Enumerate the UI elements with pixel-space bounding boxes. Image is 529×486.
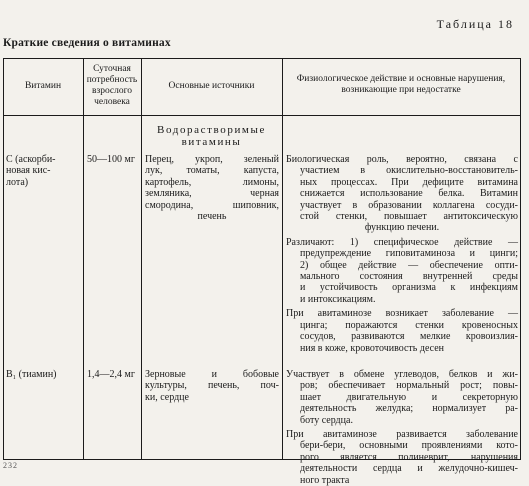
row-c-effect-paragraph-3: При авитаминозе возникает заболевание — цинга; поражаются стенки кровеносных сосудов, развиваются мелкие кровоизлия- ния в коже, кровоточивость десен xyxy=(286,308,518,354)
row-b1-sources: Зерновые и бобовые культуры, печень, поч- ки, сердце xyxy=(145,369,279,403)
row-c-sources: Перец, укроп, зеленый лук, томаты, капуста, картофель, лимоны, земляника, черная смородина, шиповник, печень xyxy=(145,154,279,223)
row-c-effects xyxy=(286,154,518,354)
table-top-rule xyxy=(3,58,521,59)
header-vitamin: Витамин xyxy=(24,81,62,91)
row-c-vitamin-name: С (аскорби- новая кис- лота) xyxy=(6,154,56,188)
page-number: 232 xyxy=(3,461,18,470)
section-heading-water-soluble: Водорастворимые витамины xyxy=(157,124,266,148)
header-daily-need: Суточная потребность взрослого человека xyxy=(86,64,138,107)
table-title: Краткие сведения о витаминах xyxy=(3,37,171,49)
table-right-rule xyxy=(520,58,521,460)
row-c-effect-paragraph-1: Биологическая роль, вероятно, связана с участием в окислительно-восстановитель- ных процессах. При дефиците витамина снижается использование белка. Витамин участвует в образовании коллагена сосуди- стой стенки, повышает антитоксическую функцию печени. xyxy=(286,154,518,234)
col-rule-1 xyxy=(83,58,84,460)
row-c-effect-paragraph-2: Различают: 1) специфическое действие — предупреждение гиповитаминоза и цинги; 2) общее действие — обеспечение опти- мального состояния внутренней среды и устойчивость организма к инфекциям и интоксикациям. xyxy=(286,236,518,305)
header-sources: Основные источники xyxy=(168,81,255,91)
header-effect: Физиологическое действие и основные нарушения, возникающие при недостатке xyxy=(296,74,506,95)
row-b1-effect-paragraph-2: При авитаминозе развивается заболевание бери-бери, основными проявлениями кото- рого является полиневрит, нарушения деятельности сердца и желудочно-кишеч- ного тракта xyxy=(286,429,518,486)
header-bottom-rule xyxy=(3,115,521,116)
table-number-label: Таблица 18 xyxy=(436,17,514,31)
row-b1-effects xyxy=(286,369,518,486)
table-left-rule xyxy=(3,58,4,460)
row-b1-effect-paragraph-1: Участвует в обмене углеводов, белков и жи- ров; обеспечивает нормальный рост; повы- шает двигательную и секреторную деятельность желудка; нормализует ра- боту сердца. xyxy=(286,369,518,426)
col-rule-3 xyxy=(282,58,283,460)
row-b1-dose: 1,4—2,4 мг xyxy=(87,369,135,380)
col-rule-2 xyxy=(141,58,142,460)
row-b1-vitamin-name: B₁ (тиамин) xyxy=(6,369,57,380)
row-c-dose: 50—100 мг xyxy=(87,154,135,165)
